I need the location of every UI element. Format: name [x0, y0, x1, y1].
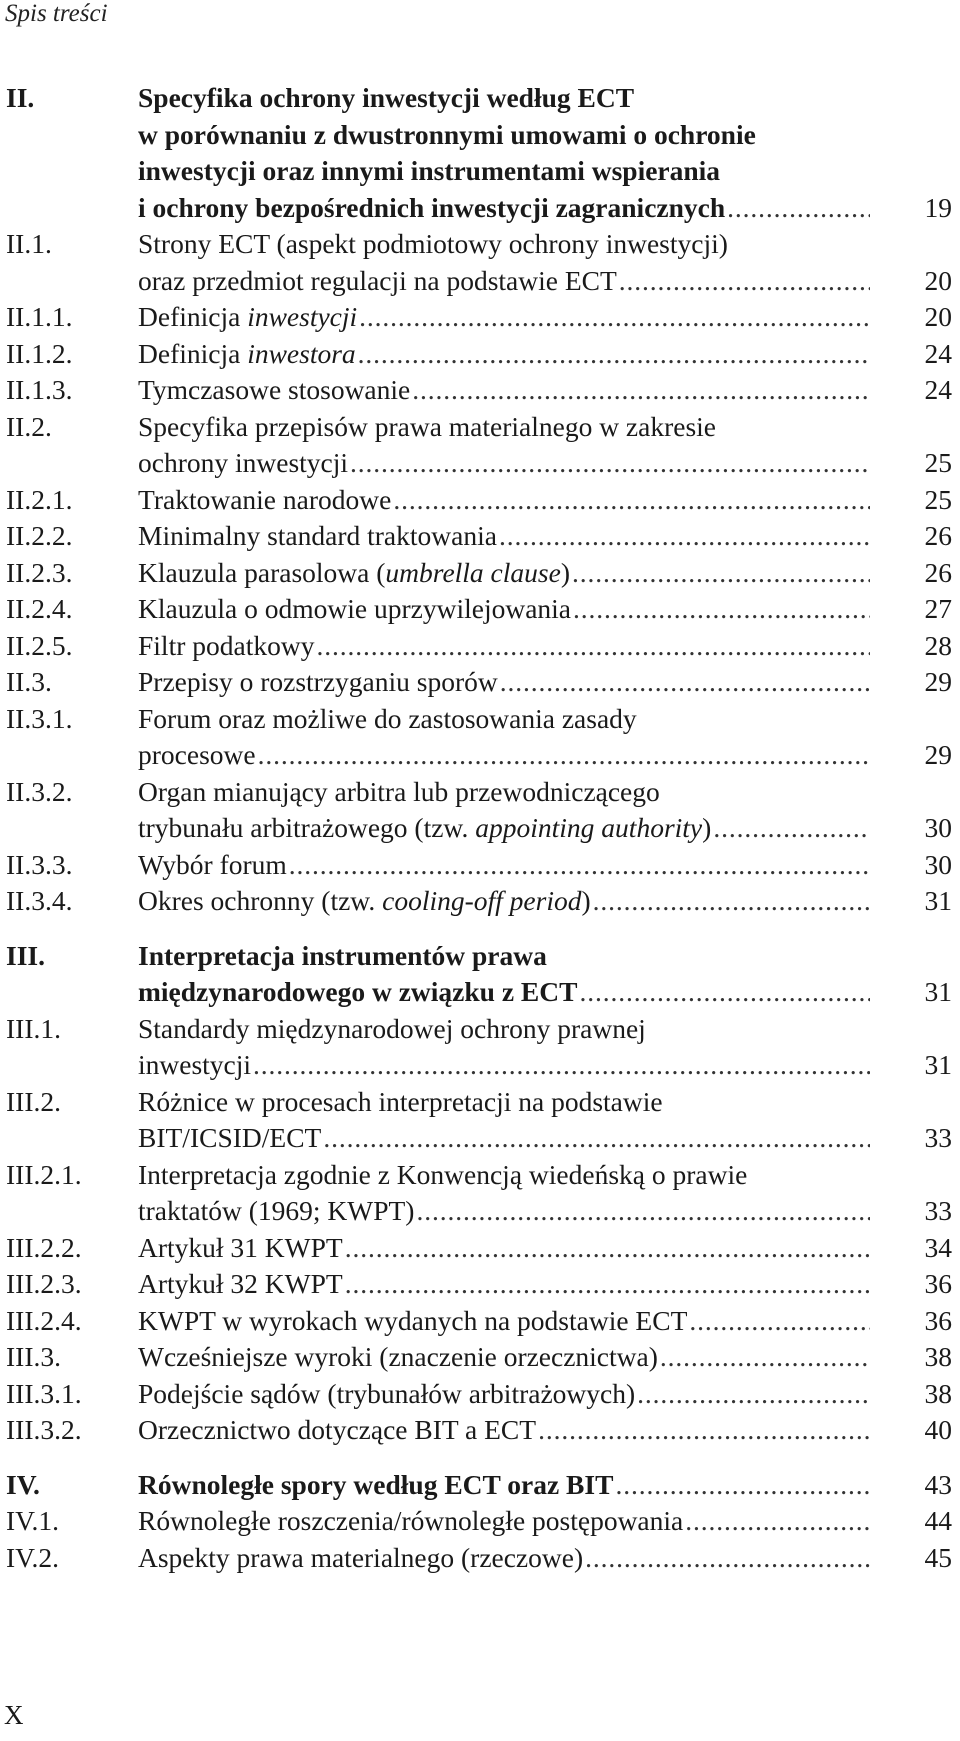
toc-entry-page-number: 43 [924, 1468, 952, 1500]
toc-entry-title-text: Przepisy o rozstrzyganiu sporów [138, 666, 498, 697]
toc-entry-page-number: 40 [924, 1414, 952, 1445]
toc-entry-title [138, 628, 952, 665]
toc-entry-title-text: Klauzula o odmowie uprzywilejowania [138, 593, 571, 624]
toc-entry-title-last-line [138, 664, 498, 701]
toc-entry-title [138, 774, 952, 847]
toc-entry-title-text: Filtr podatkowy [138, 629, 315, 661]
toc-entry-title-line: Organ mianujący arbitra lub przewodniczącego [138, 775, 660, 807]
dot-leader [573, 591, 870, 628]
toc-entry-title [138, 1376, 952, 1413]
toc-entry-title-last-line [138, 737, 256, 774]
toc-entry-page-number: 26 [924, 520, 952, 551]
toc-entry-title-line: Interpretacja zgodnie z Konwencją wiedeńską o prawie [138, 1158, 748, 1190]
toc-entry-title-last-line [138, 445, 348, 482]
toc-entry-page-number: 20 [924, 301, 952, 332]
dot-leader [713, 810, 870, 847]
toc-entry-title-last-line [138, 1376, 635, 1413]
dot-leader [350, 445, 870, 482]
toc-entry-title [138, 1084, 952, 1157]
toc-entry-title-last-line [138, 1193, 414, 1230]
toc-entry-number: II.2.1. [6, 483, 73, 515]
toc-entry-title [138, 80, 952, 226]
toc-entry-page-number: 30 [924, 812, 952, 843]
toc-entry-title [138, 1339, 952, 1376]
toc-entry-page-number: 33 [924, 1122, 952, 1153]
toc-entry-page-number: 30 [924, 848, 952, 880]
toc-entry-title [138, 938, 952, 1011]
toc-entry-title-last-line [138, 1047, 251, 1084]
toc-entry-title-line: inwestycji oraz innymi instrumentami wspierania [138, 155, 721, 186]
toc-entry-number: IV.2. [6, 1541, 59, 1573]
toc-entry-page-number: 44 [924, 1505, 952, 1536]
toc-entry-title-italic: inwestycji [247, 301, 358, 332]
toc-entry-number: III. [6, 939, 45, 971]
toc-entry-title-last-line [138, 518, 497, 555]
dot-leader [253, 1047, 870, 1084]
toc-entry[interactable] [6, 628, 952, 665]
toc-entry-title [138, 1503, 952, 1540]
toc-entry-title-text: traktatów (1969; KWPT) [138, 1195, 415, 1226]
table-of-contents [6, 80, 952, 1576]
toc-entry-title-italic: cooling-off period [382, 885, 582, 916]
toc-entry-number: IV. [6, 1468, 40, 1500]
dot-leader [416, 1193, 870, 1230]
toc-entry-title-line: Różnice w procesach interpretacji na podstawie [138, 1085, 663, 1117]
toc-entry-title-text: i ochrony bezpośrednich inwestycji zagranicznych [138, 191, 726, 223]
toc-entry-page-number: 20 [924, 264, 952, 296]
toc-entry-number: IV.1. [6, 1505, 59, 1536]
toc-entry-number: II.1.3. [6, 374, 73, 405]
toc-entry-title [138, 701, 952, 774]
toc-entry-title-italic: appointing authority [475, 812, 703, 843]
toc-entry-title-line: Specyfika ochrony inwestycji według ECT [138, 82, 635, 113]
toc-entry-number: II.3.2. [6, 775, 73, 807]
toc-entry-title-text: oraz przedmiot regulacji na podstawie ECT [138, 264, 617, 296]
toc-entry-page-number: 36 [924, 1268, 952, 1299]
dot-leader [579, 974, 870, 1011]
toc-entry-title-last-line [138, 1266, 343, 1303]
toc-entry-title-text: ochrony inwestycji [138, 447, 349, 478]
toc-entry[interactable] [6, 1339, 952, 1376]
dot-leader [619, 263, 870, 300]
toc-entry-title [138, 847, 952, 884]
toc-entry-title-suffix: ) [560, 556, 570, 588]
dot-leader [289, 847, 870, 884]
toc-entry-title [138, 482, 952, 519]
toc-entry-number: II.2.3. [6, 556, 73, 588]
toc-entry-title-text: Wybór forum [138, 848, 287, 880]
toc-entry-page-number: 45 [924, 1541, 952, 1573]
toc-entry-title-last-line [138, 1230, 343, 1267]
dot-leader [323, 1120, 870, 1157]
toc-entry[interactable] [6, 1376, 952, 1413]
toc-entry-title-last-line [138, 190, 725, 227]
dot-leader [593, 883, 870, 920]
toc-entry-title-line: Interpretacja instrumentów prawa [138, 939, 547, 971]
toc-entry-title-last-line [138, 263, 617, 300]
dot-leader [660, 1339, 870, 1376]
toc-entry-title-last-line [138, 1303, 687, 1340]
toc-entry-title-text: inwestycji [138, 1049, 252, 1080]
dot-leader [685, 1503, 870, 1540]
dot-leader [538, 1412, 870, 1449]
toc-entry[interactable] [6, 555, 952, 592]
toc-entry[interactable] [6, 1303, 952, 1340]
toc-entry-page-number: 24 [924, 374, 952, 405]
toc-entry-title-last-line [138, 974, 577, 1011]
toc-entry[interactable] [6, 591, 952, 628]
toc-entry-title-text: Definicja [138, 337, 248, 369]
toc-entry[interactable] [6, 1157, 952, 1230]
toc-entry-page-number: 28 [924, 629, 952, 661]
toc-entry-title-text: Minimalny standard traktowania [138, 520, 497, 551]
toc-entry-page-number: 25 [924, 483, 952, 515]
toc-entry-title [138, 1266, 952, 1303]
toc-entry-title [138, 1011, 952, 1084]
toc-entry-page-number: 19 [924, 191, 952, 223]
toc-entry-number: II.1.2. [6, 337, 73, 369]
toc-entry-page-number: 31 [924, 885, 952, 916]
toc-entry-page-number: 24 [924, 337, 952, 369]
toc-entry[interactable] [6, 1266, 952, 1303]
toc-entry-number: II.2.5. [6, 629, 73, 661]
dot-leader [316, 628, 870, 665]
toc-entry-number: II.1. [6, 228, 52, 259]
toc-entry[interactable] [6, 372, 952, 409]
toc-entry-title [138, 1303, 952, 1340]
toc-entry[interactable] [6, 847, 952, 884]
toc-entry-page-number: 31 [924, 1049, 952, 1080]
toc-entry-number: III.3.2. [6, 1414, 82, 1445]
dot-leader [359, 299, 870, 336]
toc-entry-title-last-line [138, 810, 711, 847]
toc-entry-title-line: w porównaniu z dwustronnymi umowami o ochronie [138, 118, 756, 150]
toc-entry[interactable] [6, 518, 952, 555]
toc-entry-page-number: 33 [924, 1195, 952, 1226]
toc-entry-title-last-line [138, 1540, 583, 1577]
toc-entry-title-text: Podejście sądów (trybunałów arbitrażowych) [138, 1377, 636, 1409]
toc-entry[interactable] [6, 1412, 952, 1449]
toc-entry-title [138, 1230, 952, 1267]
toc-entry[interactable] [6, 774, 952, 847]
running-header: Spis treści [5, 0, 108, 27]
toc-entry-number: III.3. [6, 1341, 61, 1372]
toc-entry-page-number: 25 [924, 447, 952, 478]
toc-entry-title-last-line [138, 1120, 321, 1157]
toc-entry[interactable] [6, 1011, 952, 1084]
toc-entry[interactable] [6, 1503, 952, 1540]
dot-leader [258, 737, 870, 774]
dot-leader [393, 482, 870, 519]
toc-entry-number: III.2.2. [6, 1231, 82, 1263]
toc-entry-title [138, 555, 952, 592]
toc-entry-title [138, 372, 952, 409]
toc-entry-title [138, 1467, 952, 1504]
toc-entry-number: II.1.1. [6, 301, 73, 332]
toc-entry[interactable] [6, 1540, 952, 1577]
toc-entry-title-text: trybunału arbitrażowego (tzw. [138, 812, 476, 843]
toc-entry-number: II.2.4. [6, 593, 73, 624]
toc-entry-number: II.3. [6, 666, 52, 697]
toc-entry[interactable] [6, 701, 952, 774]
toc-entry-title-last-line [138, 883, 591, 920]
dot-leader [585, 1540, 870, 1577]
dot-leader [499, 518, 870, 555]
toc-entry-number: II.3.3. [6, 848, 73, 880]
dot-leader [572, 555, 870, 592]
toc-entry[interactable] [6, 1467, 952, 1504]
toc-entry-page-number: 29 [924, 739, 952, 770]
toc-entry-title-text: Aspekty prawa materialnego (rzeczowe) [138, 1541, 584, 1573]
toc-entry-title-last-line [138, 847, 287, 884]
toc-entry-title-text: Artykuł 31 KWPT [138, 1231, 343, 1263]
toc-entry-title-last-line [138, 1339, 658, 1376]
toc-entry-title-text: Klauzula parasolowa ( [138, 556, 386, 588]
toc-entry-title [138, 299, 952, 336]
dot-leader [637, 1376, 870, 1413]
toc-entry-title-text: procesowe [138, 739, 256, 770]
toc-entry-title [138, 883, 952, 920]
toc-entry-title-text: Okres ochronny (tzw. [138, 885, 383, 916]
toc-entry-page-number: 36 [924, 1304, 952, 1336]
toc-entry-title-text: Orzecznictwo dotyczące BIT a ECT [138, 1414, 537, 1445]
toc-entry-title-text: Równoległe spory według ECT oraz BIT [138, 1468, 614, 1500]
toc-entry-title-text: Równoległe roszczenia/równoległe postępowania [138, 1505, 684, 1536]
toc-entry-title-text: KWPT w wyrokach wydanych na podstawie ECT [138, 1304, 688, 1336]
toc-entry-number: II.2. [6, 410, 52, 442]
toc-entry-number: III.2.3. [6, 1268, 82, 1299]
toc-entry-title-text: Wcześniejsze wyroki (znaczenie orzecznictwa) [138, 1341, 658, 1372]
dot-leader [345, 1230, 870, 1267]
toc-entry-page-number: 34 [924, 1231, 952, 1263]
toc-entry-title [138, 664, 952, 701]
toc-entry-title-suffix: ) [702, 812, 712, 843]
toc-entry-title-line: Specyfika przepisów prawa materialnego w zakresie [138, 410, 717, 442]
dot-leader [345, 1266, 870, 1303]
toc-entry[interactable] [6, 482, 952, 519]
toc-entry[interactable] [6, 80, 952, 226]
toc-entry-title [138, 518, 952, 555]
toc-entry-number: III.2. [6, 1085, 61, 1117]
toc-entry-page-number: 38 [924, 1377, 952, 1409]
toc-entry-title-last-line [138, 1412, 536, 1449]
toc-entry[interactable] [6, 299, 952, 336]
toc-entry-page-number: 31 [924, 976, 952, 1007]
toc-entry-title [138, 1412, 952, 1449]
toc-entry-title [138, 409, 952, 482]
toc-entry-number: II.3.1. [6, 702, 73, 734]
toc-entry-page-number: 27 [924, 593, 952, 624]
toc-entry-title-line: Strony ECT (aspekt podmiotowy ochrony inwestycji) [138, 228, 728, 259]
toc-entry[interactable] [6, 226, 952, 299]
toc-entry-title [138, 591, 952, 628]
toc-entry-page-number: 26 [924, 556, 952, 588]
toc-entry-title-line: Standardy międzynarodowej ochrony prawnej [138, 1012, 646, 1044]
toc-entry-number: III.2.4. [6, 1304, 82, 1336]
toc-entry-title-line: Forum oraz możliwe do zastosowania zasady [138, 702, 637, 734]
toc-entry[interactable] [6, 1084, 952, 1157]
toc-entry-title-last-line [138, 482, 391, 519]
toc-entry-title-last-line [138, 555, 570, 592]
toc-entry-title [138, 1540, 952, 1577]
toc-entry[interactable] [6, 938, 952, 1011]
toc-entry-title-italic: inwestora [247, 337, 356, 369]
toc-entry-number: III.2.1. [6, 1158, 82, 1190]
dot-leader [727, 190, 870, 227]
toc-entry-title-text: Traktowanie narodowe [138, 483, 392, 515]
dot-leader [689, 1303, 870, 1340]
toc-entry-title-italic: umbrella clause [385, 556, 561, 588]
toc-entry-title-text: Definicja [138, 301, 248, 332]
dot-leader [615, 1467, 870, 1504]
toc-entry-title-text: BIT/ICSID/ECT [138, 1122, 322, 1153]
toc-entry-title-text: międzynarodowego w związku z ECT [138, 976, 578, 1007]
toc-entry-title-suffix: ) [581, 885, 591, 916]
toc-entry-number: III.3.1. [6, 1377, 82, 1409]
toc-entry[interactable] [6, 664, 952, 701]
toc-entry[interactable] [6, 409, 952, 482]
dot-leader [412, 372, 870, 409]
toc-entry-title-last-line [138, 628, 314, 665]
toc-entry-page-number: 38 [924, 1341, 952, 1372]
toc-entry-number: III.1. [6, 1012, 61, 1044]
toc-entry-title-last-line [138, 299, 357, 336]
toc-entry-number: II. [6, 82, 35, 113]
toc-entry-title-last-line [138, 372, 410, 409]
toc-entry-title [138, 226, 952, 299]
page-number: X [4, 1700, 24, 1730]
toc-entry-title [138, 336, 952, 373]
toc-entry-title [138, 1157, 952, 1230]
toc-entry[interactable] [6, 1230, 952, 1267]
toc-entry-title-last-line [138, 591, 571, 628]
toc-entry-title-text: Artykuł 32 KWPT [138, 1268, 343, 1299]
toc-entry-title-last-line [138, 1467, 613, 1504]
toc-entry-page-number: 29 [924, 666, 952, 697]
toc-entry[interactable] [6, 883, 952, 920]
toc-entry-title-text: Tymczasowe stosowanie [138, 374, 411, 405]
dot-leader [358, 336, 870, 373]
toc-entry-number: II.3.4. [6, 885, 73, 916]
dot-leader [500, 664, 870, 701]
toc-entry[interactable] [6, 336, 952, 373]
toc-entry-title-last-line [138, 336, 356, 373]
toc-entry-number: II.2.2. [6, 520, 73, 551]
toc-entry-title-last-line [138, 1503, 683, 1540]
